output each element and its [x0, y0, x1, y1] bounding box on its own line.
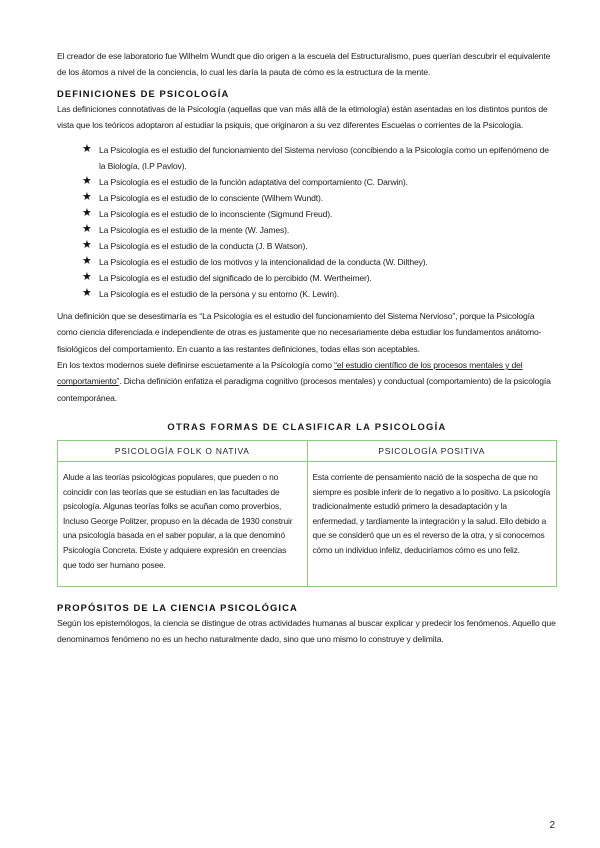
classification-table [57, 440, 557, 587]
star-icon: ★ [82, 207, 92, 220]
list-item: ★ La Psicología es el estudio de la función adaptativa del comportamiento (C. Darwin). [82, 175, 408, 188]
definiciones-heading: DEFINICIONES DE PSICOLOGÍA [57, 87, 230, 99]
modern-definition-paragraph: En los textos modernos suele definirse escuetamente a la Psicología como “el estudio científico de los procesos mentales y del comportamiento”. Dicha definición enfatiza el paradigma cognitivo (procesos mentales) y conductual (comportamiento) de la psicología contemporánea. [57, 360, 551, 403]
list-item: ★ La Psicología es el estudio de los motivos y la intencionalidad de la conducta (W. Dilthey). [82, 255, 428, 268]
list-item: ★ La Psicología es el estudio de la conducta (J. B Watson). [82, 239, 308, 252]
table-title: OTRAS FORMAS DE CLASIFICAR LA PSICOLOGÍA [167, 420, 447, 432]
underlined-definition: “el estudio científico de los procesos mentales y del comportamiento” [57, 360, 523, 387]
star-icon: ★ [82, 287, 92, 300]
star-icon: ★ [82, 239, 92, 252]
star-icon: ★ [82, 223, 92, 236]
definitions-list [57, 142, 557, 302]
cell-folk: Alude a las teorías psicológicas populares, que pueden o no coincidir con las teorías que se estudian en las facultades de psicología. Algunas teorías folks se acuñan como proverbios, Incluso George Politzer, propuso en la década de 1930 construir una psicología basada en el saber popular, a la que denominó Psicología Concreta. Existe y adquiere expresión en creencias que todo ser humano posee. [58, 461, 308, 586]
propositos-paragraph: Según los epistemólogos, la ciencia se distingue de otras actividades humanas al buscar explicar y predecir los fenómenos. Aquello que denominamos fenómeno no es un hecho naturalmente dado, sino que uno mismo lo construye y delimita. [57, 618, 556, 645]
definiciones-paragraph: Las definiciones connotativas de la Psicología (aquellas que van más allá de la etimología) están asentadas en los distintos puntos de vista que los teóricos adoptaron al estudiar la psiquis, que originaron a su vez diferentes Escuelas o corrientes de la Psicología. [57, 103, 548, 130]
page-number: 2 [549, 820, 555, 831]
list-item: ★ La Psicología es el estudio de lo consciente (Wilhem Wundt). [82, 191, 323, 204]
list-item: ★ La Psicología es el estudio de la mente (W. James). [82, 223, 290, 236]
list-item: ★ La Psicología es el estudio del funcionamiento del Sistema nervioso (concibiendo a la Psicología como un epifenómeno de la Biología, (I.P Pavlov). [82, 143, 549, 172]
intro-paragraph: El creador de ese laboratorio fue Wilhelm Wundt que dio origen a la escuela del Estructuralismo, pues querían descubrir el equivalente de los átomos a nivel de la conciencia, lo cual les daría la pauta de cómo es la estructura de la mente. [57, 51, 551, 78]
star-icon: ★ [82, 255, 92, 268]
desestimar-paragraph: Una definición que se desestimaría es “La Psicología es el estudio del funcionamiento del Sistema Nervioso”, porque la Psicología como ciencia diferenciada e independiente de otras es justamente que no necesariamente deba estudiar los fundamentos anátomo-fisiológicos del comportamiento. En cuanto a las restantes definiciones, todas ellas son aceptables. [57, 311, 542, 354]
column-header-positiva: PSICOLOGÍA POSITIVA [307, 440, 557, 461]
column-header-folk: PSICOLOGÍA FOLK O NATIVA [58, 440, 308, 461]
propositos-heading: PROPÓSITOS DE LA CIENCIA PSICOLÓGICA [57, 602, 298, 614]
star-icon: ★ [82, 191, 92, 204]
list-item: ★ La Psicología es el estudio de lo inconsciente (Sigmund Freud). [82, 207, 333, 220]
list-item: ★ La Psicología es el estudio del significado de lo percibido (M. Wertheimer). [82, 271, 372, 284]
star-icon: ★ [82, 271, 92, 284]
list-item: ★ La Psicología es el estudio de la persona y su entorno (K. Lewin). [82, 287, 339, 300]
cell-positiva: Esta corriente de pensamiento nació de la sospecha de que no siempre es posible inferir de lo negativo a lo positivo. La psicología tradicionalmente estudió primero la desadaptación y la enfermedad, y tardíamente la integración y la salud. Ello debido a que se consideró que un es el reverso de la otra, y si conocemos cómo un individuo infeliz, deduciríamos cómo es uno feliz. [307, 461, 557, 586]
document-page [57, 48, 557, 648]
star-icon: ★ [82, 143, 92, 156]
star-icon: ★ [82, 175, 92, 188]
